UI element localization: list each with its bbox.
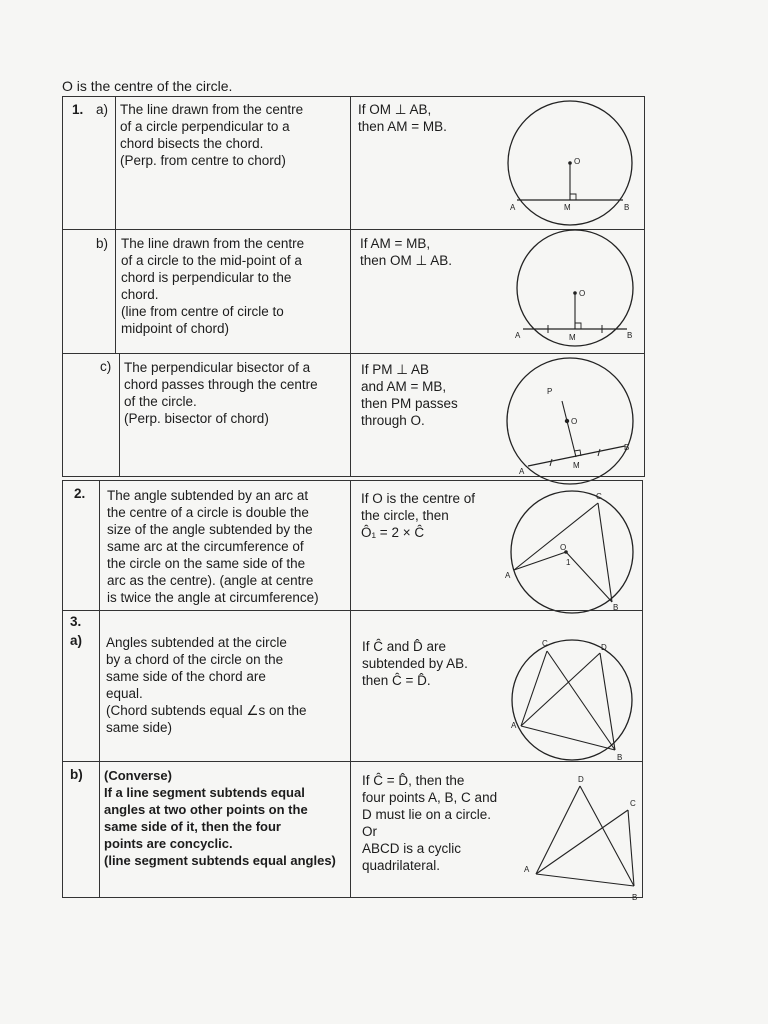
row-3b-diagram bbox=[522, 776, 642, 909]
row-2-label-b: B bbox=[613, 603, 619, 612]
row-3a-sub: a) bbox=[70, 633, 83, 648]
row-1b-sub: b) bbox=[96, 236, 109, 251]
row-3b-label-a: A bbox=[524, 865, 530, 874]
row-1b-diagram bbox=[505, 238, 645, 353]
row-1a-sub: a) bbox=[96, 102, 109, 117]
row-1a-label-a: A bbox=[510, 203, 516, 212]
row-3a-label-a: A bbox=[511, 721, 517, 730]
row-1b-condition: If AM = MB, then OM ⊥ AB. bbox=[360, 236, 453, 268]
row-1b-theorem: The line drawn from the centre of a circle to the mid-point of a chord is perpendicular to the chord. (line from centre of circle to midpoint of chord) bbox=[121, 236, 305, 336]
row-1a-label-b: B bbox=[624, 203, 630, 212]
row-3b-label-d: D bbox=[578, 775, 584, 784]
row-1b-label-m: M bbox=[569, 333, 576, 342]
row-2-label-o: O bbox=[560, 543, 567, 552]
row-2-number: 2. bbox=[74, 486, 86, 501]
row-2-theorem: The angle subtended by an arc at the centre of a circle is double the size of the angle subtended by the same arc at the circumference of the circle on the same side of the arc as the centre). (angle at centre is twice the angle at circumference) bbox=[107, 488, 319, 605]
row-1c-sub: c) bbox=[100, 359, 112, 374]
row-3a-label-c: C bbox=[542, 639, 548, 648]
row-3a-number: 3. bbox=[70, 614, 82, 629]
row-1c-label-o: O bbox=[571, 417, 578, 426]
row-2-label-c: C bbox=[596, 492, 602, 501]
row-1b-label-o: O bbox=[579, 289, 586, 298]
row-1c-condition: If PM ⊥ AB and AM = MB, then PM passes through O. bbox=[361, 362, 458, 428]
row-2-label-1: 1 bbox=[566, 558, 571, 567]
row-3b-sub: b) bbox=[70, 767, 83, 782]
row-2-label-a: A bbox=[505, 571, 511, 580]
row-1a-label-m: M bbox=[564, 203, 571, 212]
row-3a-condition: If Ĉ and D̂ are subtended by AB. then Ĉ = D̂. bbox=[362, 639, 468, 688]
row-3b-condition: If Ĉ = D̂, then the four points A, B, C and D must lie on a circle. Or ABCD is a cyclic quadrilateral. bbox=[362, 773, 498, 873]
row-1b-label-b: B bbox=[627, 331, 633, 340]
row-3b-theorem: (Converse) If a line segment subtends equal angles at two other points on the same side of it, then the four points are concyclic. (line segment subtends equal angles) bbox=[104, 768, 336, 868]
row-2-diagram bbox=[502, 490, 642, 620]
row-1c-label-b: B bbox=[624, 443, 630, 452]
row-1b-label-a: A bbox=[515, 331, 521, 340]
row-3b-label-b: B bbox=[632, 893, 638, 902]
row-1a-number: 1. bbox=[72, 102, 84, 117]
page-heading: O is the centre of the circle. bbox=[62, 78, 233, 94]
row-1c-label-a: A bbox=[519, 467, 525, 476]
row-1c-theorem: The perpendicular bisector of a chord passes through the centre of the circle. (Perp. bisector of chord) bbox=[124, 360, 318, 426]
row-3a-diagram bbox=[505, 638, 645, 768]
row-3a-label-b: B bbox=[617, 753, 623, 762]
row-1c-label-m: M bbox=[573, 461, 580, 470]
row-1a-condition: If OM ⊥ AB, then AM = MB. bbox=[358, 102, 447, 134]
row-2-condition: If O is the centre of the circle, then Ô₁ = 2 × Ĉ bbox=[361, 491, 476, 540]
row-3b-label-c: C bbox=[630, 799, 636, 808]
row-1a-diagram bbox=[500, 118, 640, 223]
row-1c-label-p: P bbox=[547, 387, 553, 396]
row-3a-theorem: Angles subtended at the circle by a chord of the circle on the same side of the chord are equal. (Chord subtends equal ∠s on the same side) bbox=[106, 635, 307, 735]
row-1c-number-cell bbox=[62, 353, 120, 477]
row-1c-diagram bbox=[500, 366, 640, 481]
row-3a-label-d: D bbox=[601, 643, 607, 652]
row-1a-theorem: The line drawn from the centre of a circle perpendicular to a chord bisects the chord. (Perp. from centre to chord) bbox=[120, 102, 304, 168]
row-1a-label-o: O bbox=[574, 157, 581, 166]
